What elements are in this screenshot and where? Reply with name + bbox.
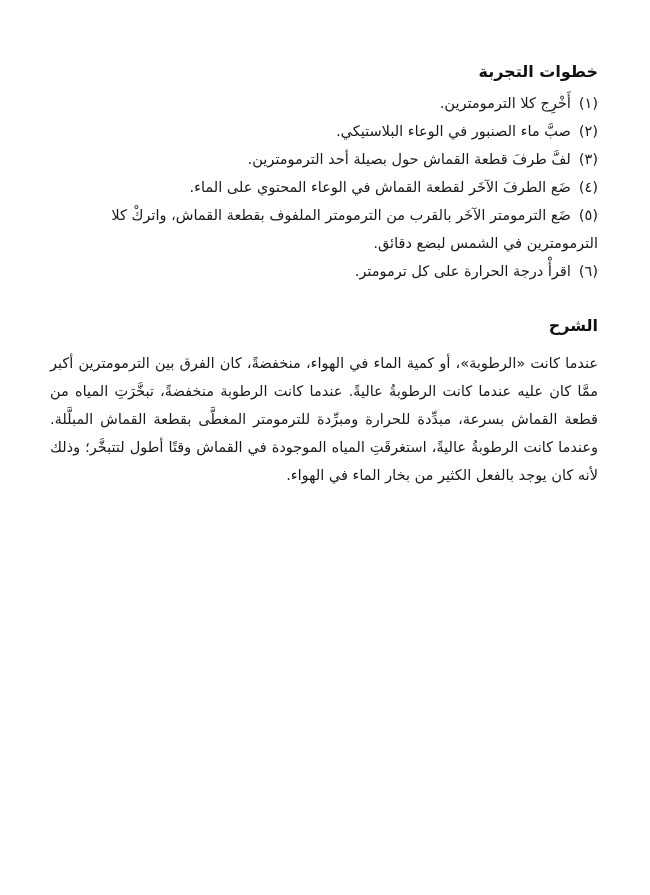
step-text: لفَّ طرفَ قطعة القماش حول بصيلة أحد الترمومترين. (247, 152, 571, 168)
step-number: (٣) (578, 152, 598, 168)
step-number: (٦) (578, 264, 598, 280)
step-number: (١) (578, 96, 598, 112)
explanation-heading: الشرح (548, 316, 598, 335)
step-text: اقرأْ درجة الحرارة على كل ترمومتر. (354, 264, 571, 280)
steps-list (50, 90, 598, 286)
step-item (50, 90, 598, 118)
step-item (50, 258, 598, 286)
step-text: أَخْرِج كلا الترمومترين. (439, 96, 571, 112)
step-number: (٤) (578, 180, 598, 196)
step-text: صبَّ ماء الصنبور في الوعاء البلاستيكي. (336, 124, 571, 140)
step-number: (٢) (578, 124, 598, 140)
explanation-paragraph: عندما كانت «الرطوبة»، أو كمية الماء في الهواء، منخفضةً، كان الفرق بين الترمومترين أكبر ممَّا كان عليه عندما كانت الرطوبةُ عاليةً. عندما كانت الرطوبة منخفضةً، تبخَّرَتِ المياه من قطعة القماش بسرعة، مبدِّدة للحرارة ومبرِّدة للترمومتر المغطَّى بقطعة القماش المبلَّلة. وعندما كانت الرطوبةُ عاليةً، استغرقَتِ المياه الموجودة في القماش وقتًا أطول لتتبخَّر؛ وذلك لأنه كان يوجد بالفعل الكثير من بخار الماء في الهواء. (50, 356, 598, 484)
step-item (50, 174, 598, 202)
steps-heading: خطوات التجربة (478, 62, 598, 81)
step-item (50, 118, 598, 146)
step-text: ضَع الطرفَ الآخَر لقطعة القماش في الوعاء المحتوي على الماء. (189, 180, 571, 196)
step-text: ضَع الترمومتر الآخَر بالقرب من الترمومتر الملفوف بقطعة القماش، واتركْ كلا الترمومترين في الشمس لبضع دقائق. (111, 208, 598, 252)
step-item (50, 202, 598, 258)
step-item (50, 146, 598, 174)
step-number: (٥) (578, 208, 598, 224)
